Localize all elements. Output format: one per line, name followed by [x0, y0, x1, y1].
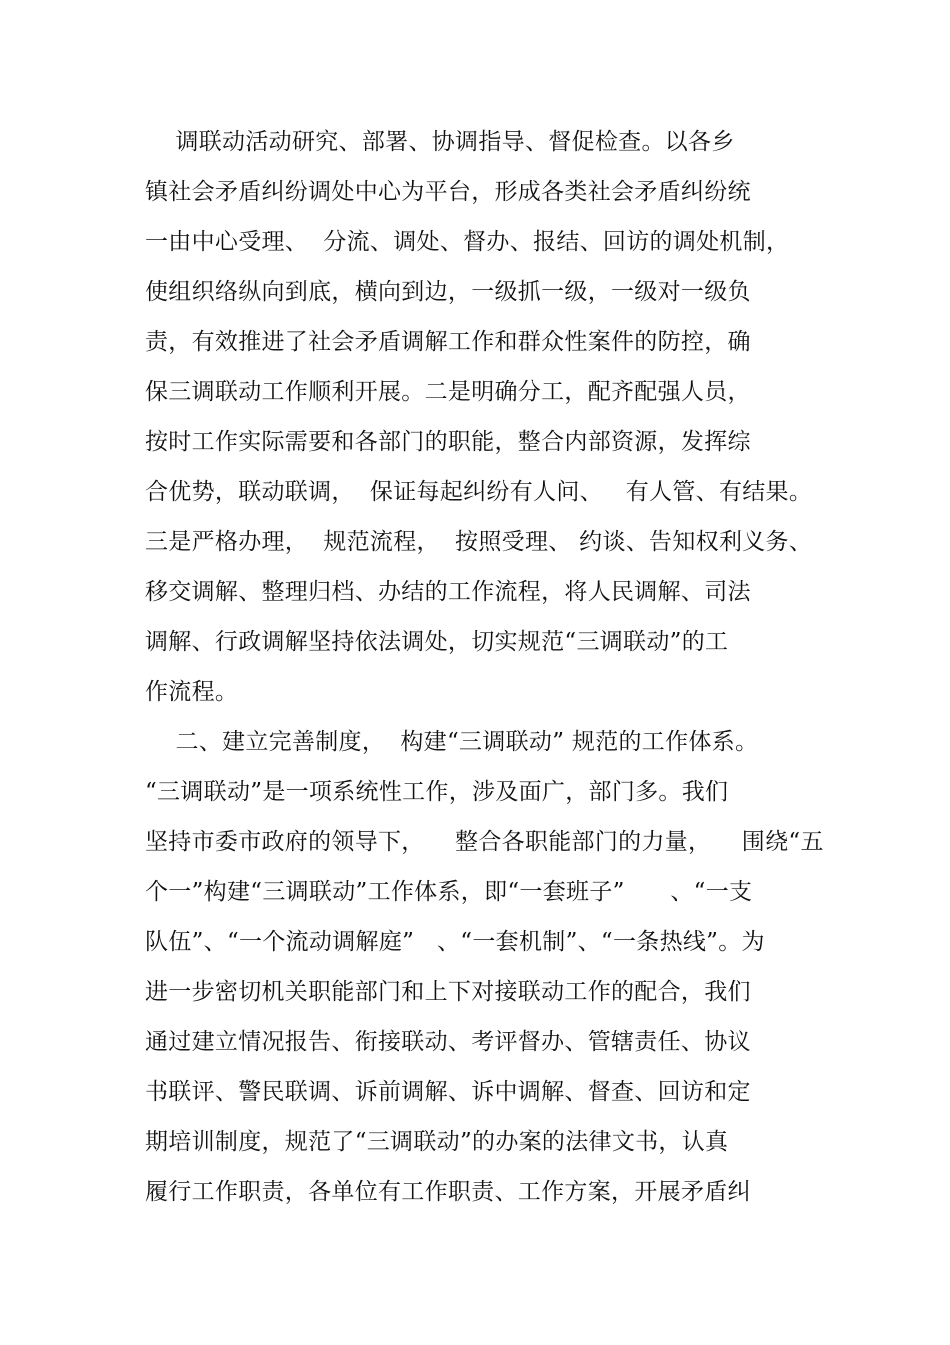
body-text-line: 履行工作职责，各单位有工作职责、工作方案，开展矛盾纠: [145, 1179, 751, 1205]
body-text-line: 坚持市委市政府的领导下， 整合各职能部门的力量， 围绕“五: [145, 829, 824, 855]
body-text-line: 进一步密切机关职能部门和上下对接联动工作的配合，我们: [145, 979, 751, 1005]
body-text-line: 通过建立情况报告、衔接联动、考评督办、管辖责任、协议: [145, 1029, 751, 1055]
body-text-line: 个一”构建“三调联动”工作体系，即“一套班子” 、“一支: [145, 879, 753, 905]
body-text-line: 按时工作实际需要和各部门的职能，整合内部资源，发挥综: [145, 429, 751, 455]
body-text-line: 三是严格办理， 规范流程， 按照受理、 约谈、告知权利义务、: [145, 529, 813, 555]
body-text-line: 调联动活动研究、部署、协调指导、督促检查。以各乡: [145, 129, 735, 155]
body-text-line: 队伍”、“一个流动调解庭” 、“一套机制”、“一条热线”。为: [145, 929, 765, 955]
body-text-line: 调解、行政调解坚持依法调处，切实规范“三调联动”的工: [145, 629, 729, 655]
body-text-line: 书联评、警民联调、诉前调解、诉中调解、督查、回访和定: [145, 1079, 751, 1105]
body-text-line: 移交调解、整理归档、办结的工作流程，将人民调解、司法: [145, 579, 751, 605]
body-text-line: 合优势，联动联调， 保证每起纠纷有人问、 有人管、有结果。: [145, 479, 813, 505]
body-text-line: 保三调联动工作顺利开展。二是明确分工，配齐配强人员，: [145, 379, 751, 405]
body-text-line: 一由中心受理、 分流、调处、督办、报结、回访的调处机制，: [145, 229, 790, 255]
body-text-line: 使组织络纵向到底，横向到边，一级抓一级，一级对一级负: [145, 279, 751, 305]
body-text-line: 期培训制度，规范了“三调联动”的办案的法律文书，认真: [145, 1129, 729, 1155]
body-text-line: “三调联动”是一项系统性工作，涉及面广，部门多。我们: [145, 779, 729, 805]
section-heading-line: 二、建立完善制度， 构建“三调联动” 规范的工作体系。: [145, 729, 759, 755]
body-text-line: 作流程。: [145, 679, 239, 705]
body-text-line: 责，有效推进了社会矛盾调解工作和群众性案件的防控，确: [145, 329, 751, 355]
body-text-line: 镇社会矛盾纠纷调处中心为平台，形成各类社会矛盾纠纷统: [145, 179, 751, 205]
